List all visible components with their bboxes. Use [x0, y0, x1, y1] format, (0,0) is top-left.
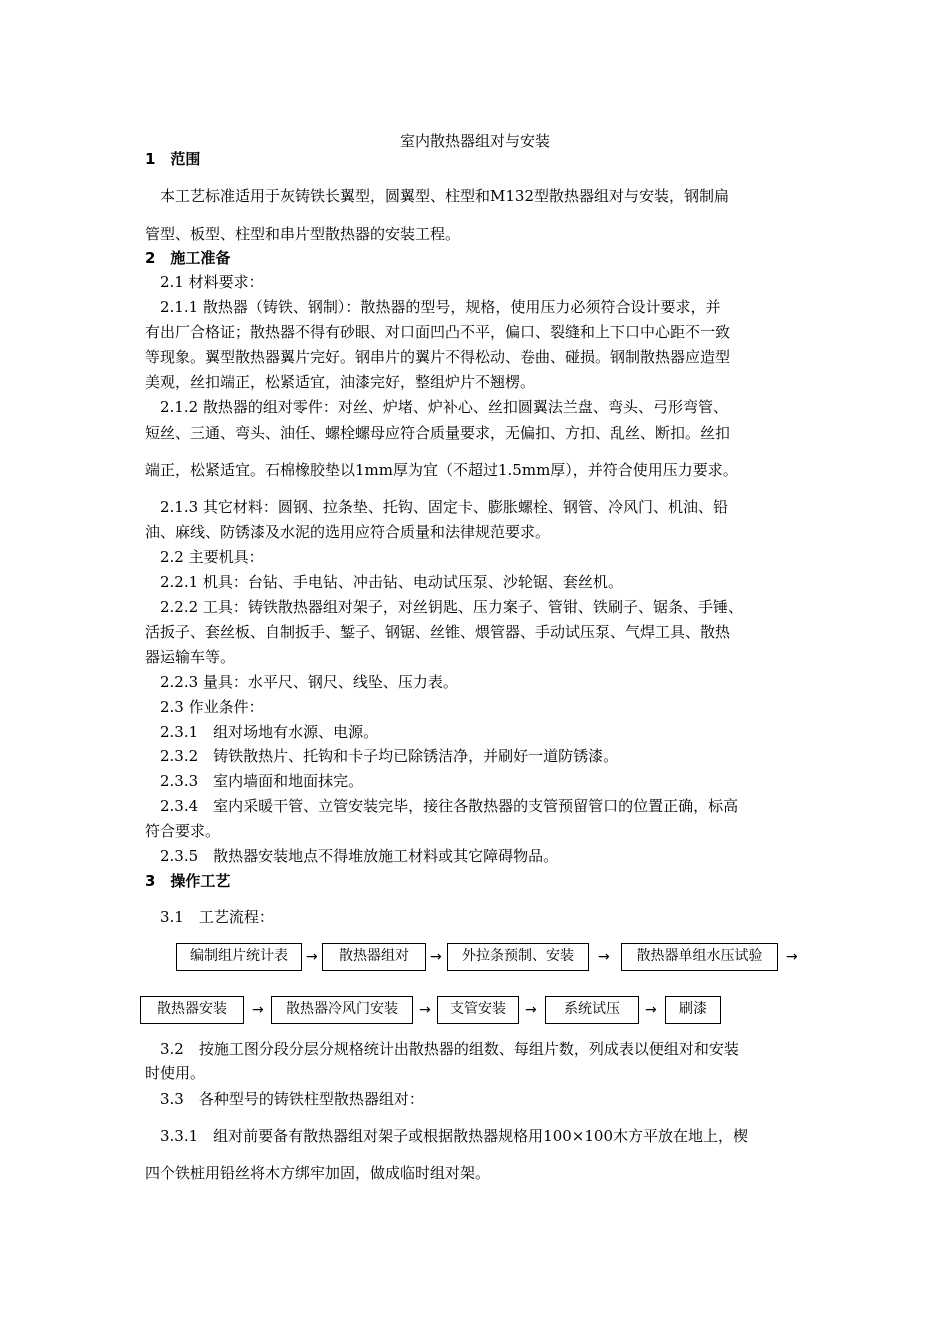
heading-scope: 1 范围 — [145, 150, 201, 168]
paragraph-line: 2.2 主要机具： — [145, 548, 264, 566]
arrow-icon: → — [786, 949, 798, 965]
paragraph-line: 活扳子、套丝板、自制扳手、錾子、钢锯、丝锥、煨管器、手动试压泵、气焊工具、散热 — [145, 623, 731, 641]
arrow-icon: → — [252, 1002, 264, 1018]
heading-preparation: 2 施工准备 — [145, 249, 231, 267]
flow-step-3: 外拉条预制、安装 — [447, 943, 589, 971]
paragraph-line: 2.3.2 铸铁散热片、托钩和卡子均已除锈洁净，并刷好一道防锈漆。 — [145, 747, 619, 765]
arrow-icon: → — [525, 1002, 537, 1018]
paragraph-line: 2.3.1 组对场地有水源、电源。 — [145, 723, 379, 741]
arrow-icon: → — [430, 949, 442, 965]
paragraph-line: 2.1.3 其它材料：圆钢、拉条垫、托钩、固定卡、膨胀螺栓、钢管、冷风门、机油、铅 — [145, 498, 728, 516]
paragraph-line: 2.2.1 机具：台钻、手电钻、冲击钻、电动试压泵、沙轮锯、套丝机。 — [145, 573, 623, 591]
arrow-icon: → — [645, 1002, 657, 1018]
paragraph-line: 3.1 工艺流程： — [145, 908, 274, 926]
flow-step-7: 支管安装 — [437, 996, 519, 1024]
paragraph-line: 四个铁桩用铅丝将木方绑牢加固，做成临时组对架。 — [145, 1164, 491, 1182]
page-title: 室内散热器组对与安装 — [399, 132, 550, 150]
paragraph-line: 美观，丝扣端正，松紧适宜，油漆完好，整组炉片不翘楞。 — [145, 373, 536, 391]
paragraph-line: 2.3.3 室内墙面和地面抹完。 — [145, 772, 364, 790]
paragraph-line: 管型、板型、柱型和串片型散热器的安装工程。 — [145, 225, 461, 243]
paragraph-line: 等现象。翼型散热器翼片完好。钢串片的翼片不得松动、卷曲、碰损。钢制散热器应造型 — [145, 348, 731, 366]
paragraph-line: 符合要求。 — [145, 822, 221, 840]
paragraph-line: 2.3.5 散热器安装地点不得堆放施工材料或其它障碍物品。 — [145, 847, 559, 865]
paragraph-line: 2.1 材料要求： — [145, 273, 264, 291]
arrow-icon: → — [419, 1002, 431, 1018]
paragraph-line: 本工艺标准适用于灰铸铁长翼型，圆翼型、柱型和M132型散热器组对与安装，钢制扁 — [145, 187, 729, 205]
flow-step-5: 散热器安装 — [140, 996, 244, 1024]
paragraph-line: 2.2.2 工具：铸铁散热器组对架子，对丝钥匙、压力案子、管钳、铁刷子、锯条、手锤、 — [145, 598, 743, 616]
paragraph-line: 2.2.3 量具：水平尺、钢尺、线坠、压力表。 — [145, 673, 458, 691]
heading-operation: 3 操作工艺 — [145, 872, 231, 890]
paragraph-line: 3.3.1 组对前要备有散热器组对架子或根据散热器规格用100×100木方平放在地上，楔 — [145, 1127, 748, 1145]
paragraph-line: 3.3 各种型号的铸铁柱型散热器组对： — [145, 1090, 424, 1108]
flow-step-4: 散热器单组水压试验 — [621, 943, 778, 971]
flow-step-8: 系统试压 — [545, 996, 639, 1024]
paragraph-line: 有出厂合格证；散热器不得有砂眼、对口面凹凸不平，偏口、裂缝和上下口中心距不一致 — [145, 323, 731, 341]
paragraph-line: 时使用。 — [145, 1064, 206, 1082]
paragraph-line: 2.1.2 散热器的组对零件：对丝、炉堵、炉补心、丝扣圆翼法兰盘、弯头、弓形弯管、 — [145, 398, 728, 416]
paragraph-line: 油、麻线、防锈漆及水泥的选用应符合质量和法律规范要求。 — [145, 523, 551, 541]
paragraph-line: 器运输车等。 — [145, 648, 236, 666]
paragraph-line: 短丝、三通、弯头、油任、螺栓螺母应符合质量要求，无偏扣、方扣、乱丝、断扣。丝扣 — [145, 424, 731, 442]
paragraph-line: 端正，松紧适宜。石棉橡胶垫以1mm厚为宜（不超过1.5mm厚），并符合使用压力要求。 — [145, 461, 738, 479]
paragraph-line: 2.1.1 散热器（铸铁、钢制）：散热器的型号，规格，使用压力必须符合设计要求，并 — [145, 298, 721, 316]
paragraph-line: 2.3 作业条件： — [145, 698, 264, 716]
paragraph-line: 3.2 按施工图分段分层分规格统计出散热器的组数、每组片数，列成表以便组对和安装 — [145, 1040, 739, 1058]
arrow-icon: → — [598, 949, 610, 965]
flow-step-9: 刷漆 — [665, 996, 721, 1024]
flow-step-1: 编制组片统计表 — [176, 943, 302, 971]
paragraph-line: 2.3.4 室内采暖干管、立管安装完毕，接往各散热器的支管预留管口的位置正确，标高 — [145, 797, 739, 815]
flow-step-6: 散热器冷风门安装 — [271, 996, 413, 1024]
arrow-icon: → — [306, 949, 318, 965]
flow-step-2: 散热器组对 — [322, 943, 426, 971]
